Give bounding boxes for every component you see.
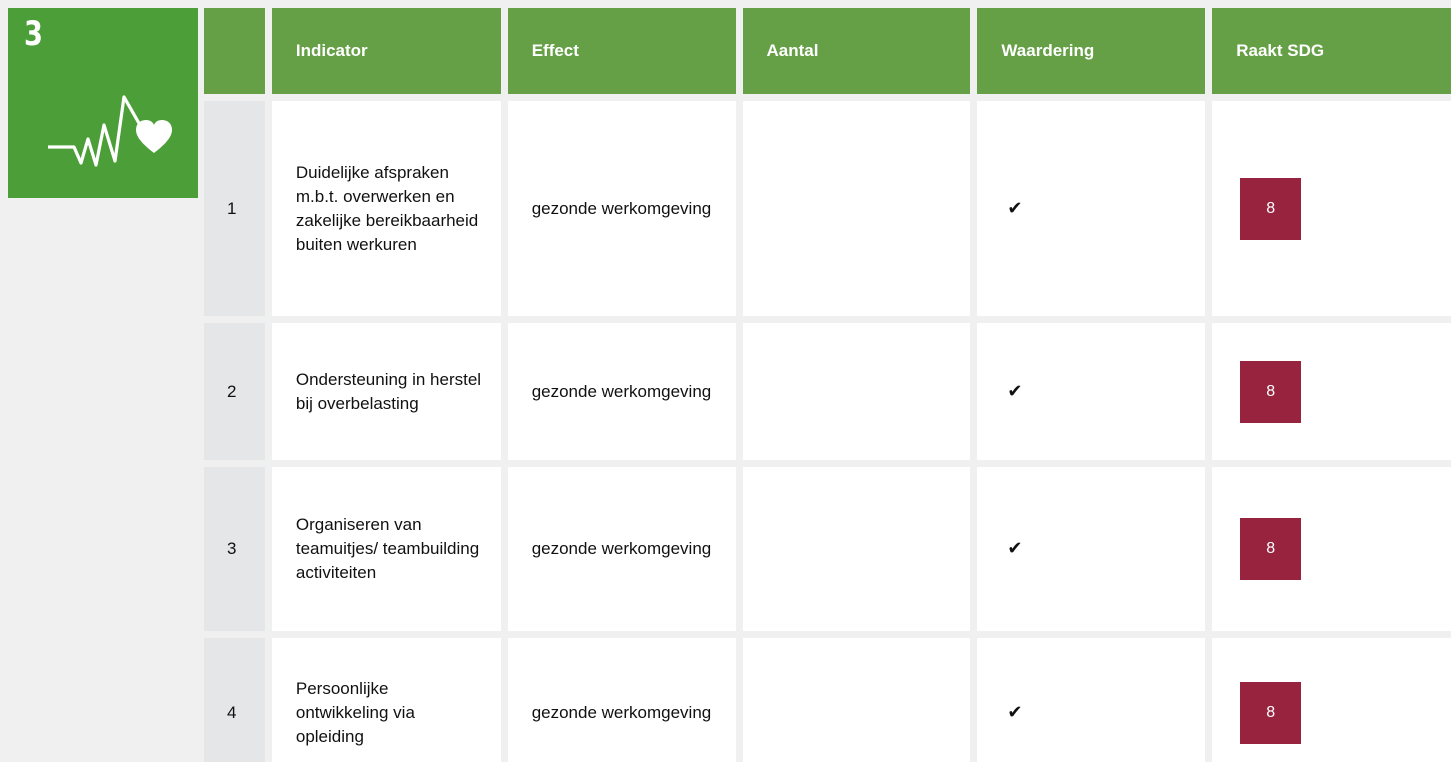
raakt-sdg-cell <box>1212 638 1451 762</box>
checkmark-icon: ✔ <box>1007 538 1023 559</box>
indicator-cell: Duidelijke afspraken m.b.t. overwerken en zakelijke bereikbaarheid buiten werkuren <box>272 101 501 316</box>
table-row <box>204 323 1451 460</box>
sdg-badge: 8 <box>1240 682 1301 744</box>
effect-cell: gezonde werkomgeving <box>508 467 736 631</box>
sdg-badge: 8 <box>1240 361 1301 423</box>
header-aantal: Aantal <box>743 8 971 94</box>
sdg-number: 3 <box>24 14 43 54</box>
indicator-table <box>204 8 1451 762</box>
indicator-cell: Ondersteuning in herstel bij overbelasting <box>272 323 501 460</box>
header-indicator: Indicator <box>272 8 501 94</box>
checkmark-icon: ✔ <box>1007 702 1023 723</box>
aantal-cell <box>743 467 971 631</box>
indicator-cell: Persoonlijke ontwikkeling via opleiding <box>272 638 501 762</box>
checkmark-icon: ✔ <box>1007 380 1023 402</box>
table-header-row <box>204 8 1451 94</box>
aantal-cell <box>743 101 971 316</box>
waardering-cell <box>977 638 1205 762</box>
waardering-cell <box>977 467 1205 631</box>
header-waardering: Waardering <box>977 8 1205 94</box>
aantal-cell <box>743 323 971 460</box>
heartbeat-heart-icon <box>48 93 173 193</box>
sdg-goal-tile <box>8 8 198 198</box>
row-number: 2 <box>204 323 265 460</box>
effect-cell: gezonde werkomgeving <box>508 323 736 460</box>
checkmark-icon: ✔ <box>1007 197 1023 219</box>
indicator-cell: Organiseren van teamuitjes/ teambuilding activiteiten <box>272 467 501 631</box>
header-number <box>204 8 265 94</box>
aantal-cell <box>743 638 971 762</box>
effect-cell: gezonde werkomgeving <box>508 638 736 762</box>
row-number: 3 <box>204 467 265 631</box>
raakt-sdg-cell <box>1212 323 1451 460</box>
table-row <box>204 467 1451 631</box>
raakt-sdg-cell <box>1212 467 1451 631</box>
waardering-cell <box>977 323 1205 460</box>
sdg-badge: 8 <box>1240 518 1301 580</box>
row-number: 4 <box>204 638 265 762</box>
sdg-badge: 8 <box>1240 178 1301 240</box>
header-raakt-sdg: Raakt SDG <box>1212 8 1451 94</box>
row-number: 1 <box>204 101 265 316</box>
header-effect: Effect <box>508 8 736 94</box>
raakt-sdg-cell <box>1212 101 1451 316</box>
effect-cell: gezonde werkomgeving <box>508 101 736 316</box>
waardering-cell <box>977 101 1205 316</box>
table-row <box>204 101 1451 316</box>
table-row <box>204 638 1451 762</box>
